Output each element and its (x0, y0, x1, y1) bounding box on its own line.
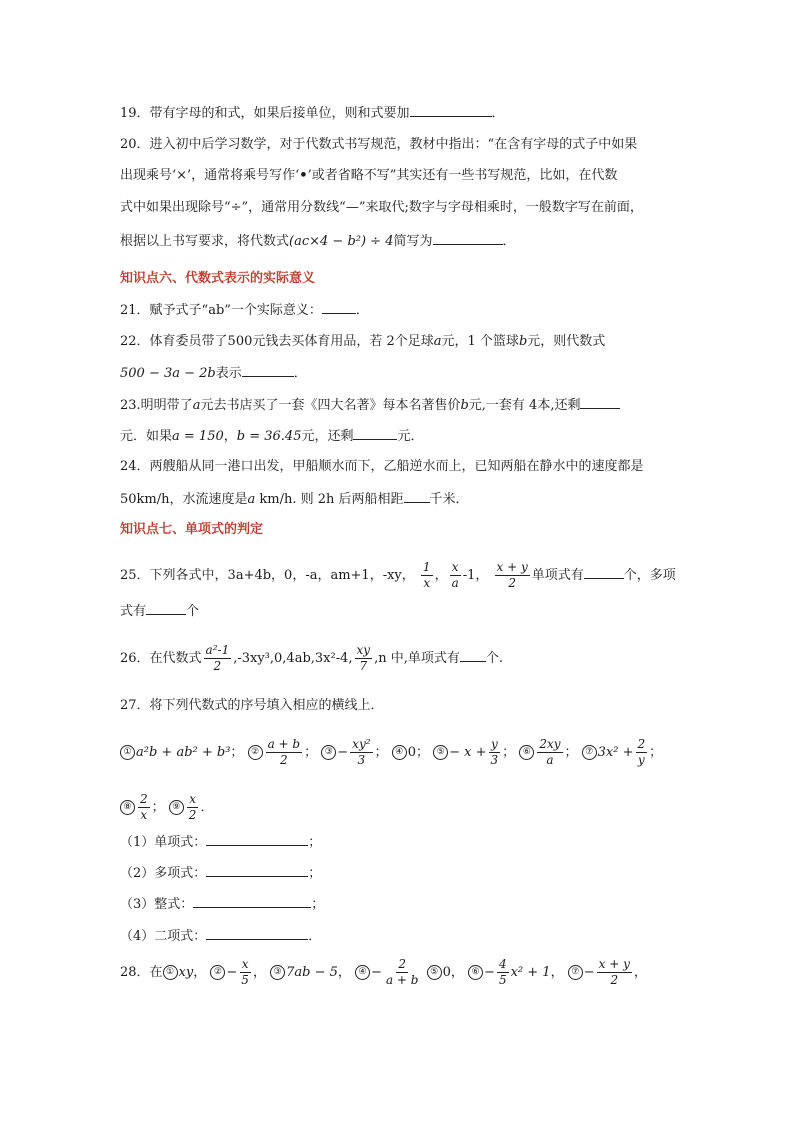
q25-f1-den: x (423, 576, 431, 590)
q28-c2: ， (252, 965, 266, 980)
q28-e1: xy (178, 965, 194, 980)
q22-l1: 22．体育委员带了500元钱去买体育用品，若 2个足球 (120, 334, 434, 349)
q27-s2-semi: ； (308, 866, 322, 881)
q27-e4: 0 (407, 745, 416, 760)
q28-e3: 7ab − 5 (286, 965, 338, 980)
item-3-marker: ③ (321, 745, 336, 760)
q27-s4-blank[interactable] (206, 927, 308, 940)
q24-var-a: a (247, 492, 256, 507)
q28-e4-den: a + b (385, 973, 419, 987)
q27-e6 (537, 737, 562, 768)
q27-s3-semi: ； (311, 897, 325, 912)
q25-l1c: 单项式有 (531, 568, 584, 583)
q27-s1-label: （1）单项式： (120, 835, 207, 850)
q23-blank-1[interactable] (580, 396, 620, 409)
q28-e7 (597, 957, 632, 988)
item-8-marker: ⑧ (120, 800, 135, 815)
q24-l2a: 50km/h，水流速度是 (120, 492, 248, 507)
question-23-line-2 (120, 427, 424, 446)
question-20-line-4 (120, 232, 516, 251)
question-22-line-1 (120, 333, 605, 351)
q25-blank-1[interactable] (584, 566, 624, 579)
q23-expr-a: a = 150 (172, 429, 224, 444)
question-24-line-2 (120, 490, 469, 509)
q27-sub-4 (120, 927, 321, 946)
section-heading-6: 知识点六、代数式表示的实际意义 (120, 271, 316, 286)
q25-f3-num: x + y (496, 560, 528, 574)
q27-sub-1 (120, 833, 321, 852)
q26-f1-den: 2 (213, 659, 222, 673)
q27-e2-den: 2 (280, 753, 288, 767)
q27-e3-den: 3 (357, 753, 366, 767)
section-heading-7: 知识点七、单项式的判定 (120, 522, 264, 537)
q26-f2-den: 7 (359, 659, 368, 673)
q23-l1b: 元去书店买了一套《四大名著》每本名著售价 (200, 398, 461, 413)
q23-expr-b: b = 36.45 (236, 429, 302, 444)
item-4-marker: ④ (392, 745, 407, 760)
q28-e2 (239, 957, 251, 988)
q26-fraction-2 (355, 643, 373, 674)
q25-l2b: 个 (186, 604, 200, 619)
q25-fraction-1 (421, 560, 433, 591)
q27-e7a: 3x² + (597, 745, 634, 760)
question-27-expressions-1 (120, 735, 662, 771)
q25-c1: ， (434, 568, 448, 583)
q26-f2-num: xy (356, 643, 371, 657)
question-23-line-1 (120, 396, 620, 415)
question-22-line-2 (120, 364, 307, 383)
q25-f2-num: x (451, 560, 459, 574)
q28-item-4-marker: ④ (355, 965, 370, 980)
q25-blank-2[interactable] (146, 602, 186, 615)
q20-blank[interactable] (433, 232, 503, 245)
q22-l2b: 表示 (215, 366, 242, 381)
q27-sep-8: ； (151, 800, 165, 815)
q27-e3-minus: − (337, 745, 349, 760)
q20-dot: • (299, 168, 308, 183)
q28-e6-minus: − (484, 965, 495, 980)
q27-e7-num: 2 (637, 737, 646, 751)
q22-expression: 500 − 3a − 2b (120, 366, 216, 381)
q27-end: ． (200, 800, 214, 815)
q27-s2-blank[interactable] (206, 864, 308, 877)
q28-c7: ， (633, 965, 647, 980)
q28-e2-num: x (241, 957, 249, 971)
q27-e2-num: a + b (267, 737, 301, 751)
question-20-line-1: 20．进入初中后学习数学，对于代数式书写规范，教材中指出：“在含有字母的式子中如果 (120, 137, 638, 152)
q23-var-b: b (460, 398, 469, 413)
q27-e7 (636, 737, 648, 768)
q28-c1: ， (193, 965, 207, 980)
q21-end: ． (355, 303, 369, 318)
q24-l2c: 千米． (429, 492, 469, 507)
question-24-line-1: 24．两艘船从同一港口出发，甲船顺水而下，乙船逆水而上，已知两船在静水中的速度都是 (120, 459, 644, 474)
q28-e7-den: 2 (610, 973, 619, 987)
q22-var-b: b (518, 334, 528, 349)
q23-sep: ， (223, 429, 237, 444)
q19-text: 19．带有字母的和式，如果后接单位，则和式要加 (120, 106, 410, 121)
q28-e5: 0 (442, 965, 451, 980)
question-20-line-2 (120, 167, 617, 185)
q27-sep-3: ； (374, 745, 388, 760)
q28-e7-minus: − (583, 965, 595, 980)
q27-e9-den: 2 (188, 808, 197, 822)
q20-expression: (ac×4 − b²) ÷ 4 (289, 234, 394, 249)
q27-sep-6: ； (564, 745, 578, 760)
q25-fraction-2 (450, 560, 461, 591)
q25-f3-den: 2 (508, 576, 516, 590)
q27-e5-den: 3 (490, 753, 499, 767)
q27-e7-den: y (637, 753, 645, 767)
q28-e2-den: 5 (241, 973, 249, 987)
q27-sub-2 (120, 864, 321, 883)
q27-s1-semi: ； (308, 835, 322, 850)
q27-e9-num: x (189, 792, 196, 806)
q28-l1: 28．在 (120, 965, 163, 980)
question-27-line-1: 27．将下列代数式的序号填入相应的横线上． (120, 698, 384, 713)
q23-blank-2[interactable] (353, 427, 397, 440)
q25-fraction-3 (495, 560, 530, 591)
q28-e4 (384, 957, 421, 988)
q28-c6: ， (550, 965, 564, 980)
item-1-marker: ① (120, 745, 135, 760)
question-25-line-2 (120, 602, 199, 621)
q20-l4b: 简写为 (393, 234, 433, 249)
q27-s2-label: （2）多项式： (120, 866, 207, 881)
q28-e6-num: 4 (498, 957, 507, 971)
q28-item-2-marker: ② (210, 965, 225, 980)
q28-item-7-marker: ⑦ (568, 965, 583, 980)
item-6-marker: ⑥ (519, 745, 534, 760)
q20-l2a: 出现乘号‘×’，通常将乘号写作‘ (120, 168, 300, 183)
q23-l2a: 元．如果 (120, 429, 173, 444)
q27-e8-num: 2 (140, 792, 148, 806)
q20-l2b: ’或者省略不写”其实还有一些书写规范，比如，在代数 (307, 168, 618, 183)
q22-l1b: 元，1 个篮球 (441, 334, 519, 349)
item-9-marker: ⑨ (169, 800, 184, 815)
question-25-line-1 (120, 558, 676, 594)
item-5-marker: ⑤ (433, 745, 448, 760)
q26-fraction-1 (204, 643, 232, 674)
q27-s1-blank[interactable] (206, 833, 308, 846)
q27-e5-num: y (490, 737, 498, 751)
question-19 (120, 104, 505, 123)
q26-f1-num: a²-1 (205, 643, 230, 657)
q27-s4-label: （4）二项式： (120, 929, 207, 944)
q27-e6-num: 2xy (539, 737, 561, 751)
q23-var-a: a (192, 398, 201, 413)
question-21 (120, 301, 369, 320)
q28-item-3-marker: ③ (270, 965, 285, 980)
q28-item-6-marker: ⑥ (468, 965, 483, 980)
q22-l1c: 元，则代数式 (527, 334, 606, 349)
q24-blank[interactable] (404, 490, 430, 503)
q21-blank[interactable] (322, 301, 356, 314)
q25-l2a: 式有 (120, 604, 147, 619)
q26-l1c: 个. (485, 651, 503, 666)
q27-sep-2: ； (304, 745, 318, 760)
question-27-expressions-2 (120, 790, 213, 826)
q26-blank[interactable] (460, 649, 486, 662)
q27-sep-5: ； (502, 745, 516, 760)
q28-c3: ， (337, 965, 351, 980)
q21-text: 21．赋予式子“ab”一个实际意义： (120, 303, 322, 318)
q27-sub-3 (120, 895, 324, 914)
question-28 (120, 955, 647, 991)
q27-e3-num: xy² (352, 737, 371, 751)
q27-sep-7: ； (649, 745, 663, 760)
q26-l1: 26．在代数式 (120, 651, 202, 666)
q20-end: ． (502, 234, 516, 249)
q24-l2b: km/h. 则 2h 后两船相距 (255, 492, 404, 507)
q25-l1b: -1， (462, 568, 489, 583)
q26-l1b: ,n 中,单项式有 (374, 651, 460, 666)
q22-var-a: a (433, 334, 442, 349)
q27-s4-dot: ． (308, 929, 322, 944)
q28-e6 (497, 957, 509, 988)
q27-e6-den: a (546, 753, 554, 767)
item-2-marker: ② (248, 745, 263, 760)
q28-e6-den: 5 (498, 973, 507, 987)
q27-e5 (489, 737, 501, 768)
q28-e7-num: x + y (598, 957, 630, 971)
q22-blank[interactable] (242, 364, 294, 377)
q27-e2 (266, 737, 303, 768)
q27-s3-label: （3）整式： (120, 897, 194, 912)
q27-s3-blank[interactable] (193, 895, 311, 908)
q23-l1: 23.明明带了 (120, 398, 193, 413)
q19-blank[interactable] (410, 104, 492, 117)
q27-e3 (350, 737, 372, 768)
q28-item-1-marker: ① (163, 965, 178, 980)
q28-e4-minus: − (371, 965, 382, 980)
q27-e8-den: x (140, 808, 148, 822)
q25-f1-num: 1 (422, 560, 431, 574)
q27-sep-1: ； (230, 745, 244, 760)
q27-e5a: − x + (449, 745, 487, 760)
q28-e6b: x² + 1 (510, 965, 551, 980)
item-7-marker: ⑦ (582, 745, 597, 760)
q23-l2b: 元，还剩 (301, 429, 354, 444)
q23-l1c: 元,一套有 4本,还剩 (468, 398, 581, 413)
q26-mid: ,-3xy³,0,4ab,3x²-4, (233, 651, 353, 666)
q22-end: ． (293, 366, 307, 381)
q28-e2-minus: − (226, 965, 238, 980)
q28-c5: ， (450, 965, 464, 980)
q28-item-5-marker: ⑤ (427, 965, 442, 980)
q25-f2-den: a (451, 576, 459, 590)
q27-e1: a²b + ab² + b³ (136, 745, 231, 760)
q28-e4-num: 2 (398, 957, 407, 971)
question-26 (120, 641, 503, 677)
q27-e8 (138, 792, 150, 823)
q20-l4a: 根据以上书写要求，将代数式 (120, 234, 290, 249)
question-20-line-3: 式中如果出现除号“÷”，通常用分数线“—”来取代;数字与字母相乘时，一般数字写在前面， (120, 200, 643, 215)
q25-l1d: 个，多项 (623, 568, 676, 583)
q25-l1: 25．下列各式中，3a+4b，0，-a，am+1，-xy， (120, 568, 415, 583)
q23-l2c: 元． (397, 429, 424, 444)
q19-end: ． (491, 106, 505, 121)
q27-e9 (187, 792, 199, 823)
q27-sep-4: ； (415, 745, 429, 760)
